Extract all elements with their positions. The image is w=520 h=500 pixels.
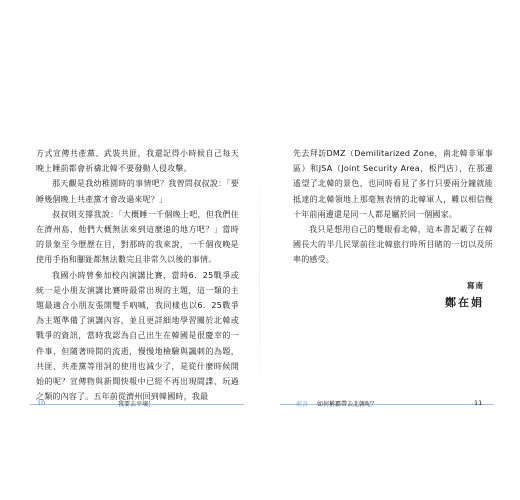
left-paragraph-1: 方式宣傳共產黨、武裝共匪，我還記得小時候自己每天晚上睡前都會祈禱北韓不要發動人侵攻擊。	[36, 149, 239, 174]
left-page-number: 10	[37, 399, 46, 407]
left-page-body	[36, 146, 239, 404]
left-paragraph-3: 叔叔則支撐我說：「大概睡一千個晚上吧，但我們住在濟州島，他們大概無法來到這麼遠的地方吧？」當時的景象至今歷歷在目，對那時的我來說，一千個夜晚是使用手指和腳趾都無法數完且非常久以後的事情。	[36, 209, 239, 265]
signature-name: 鄭在娟	[445, 296, 484, 309]
right-page-body	[293, 146, 493, 268]
right-paragraph-2: 我只是想用自己的雙眼看北韓，這本書記載了在韓國長大的半几民眾前往北韓旅行時所目睹的一切以及所率的感受。	[293, 225, 493, 265]
signature-role: 寫南	[467, 281, 484, 290]
right-section-label: 前言	[296, 401, 309, 408]
right-page-number: 11	[474, 399, 483, 407]
left-paragraph-2: 那天觀是我幼稚園時的事情吧？我曾問叔叔說：「要睡幾個晚上共產黨才會改過來呢？」	[36, 179, 239, 204]
page-gutter	[259, 140, 260, 420]
right-paragraph-1: 先去拜訪DMZ（Demilitarized Zone，南北韓非軍事區）和JSA（Joint Security Area，板門店），在那邊遙望了北韓的景色，也同時看見了多行只要兩分鐘就能抵達的北韓領地上那毫無表情的北韓軍人，難以相信幾十年前兩邊還是同一人都是屬於同一個國家。	[293, 149, 493, 219]
left-paragraph-4: 我國小時曾參加校內演講比賽，當時6．25戰爭或統一是小朋友演講比賽時最常出現的主題，這一類的主題最適合小朋友張開雙手吶喊，我同樣也以6．25戰爭為主題準備了演講內容，並且更詳細地學習關於北韓或戰爭的資訊，當時我認為自己出生在韓國是很慶幸的一件事，但隨著時間的流逝，慢慢地檢驗與諷刺的為題，共匪、共產黨等用詞的使用也減少了，是從什麼時候開始的呢？宣傳物與新聞快報中已經不再出現間諜、玩過之類的內容了。五年前從濟州回到韓國時，我最	[36, 270, 239, 402]
right-footer-rule	[280, 404, 494, 405]
right-running-title: 如何稱霸帶去北韓呢？	[317, 401, 378, 408]
left-running-title: 我要去平壤！	[118, 401, 155, 408]
